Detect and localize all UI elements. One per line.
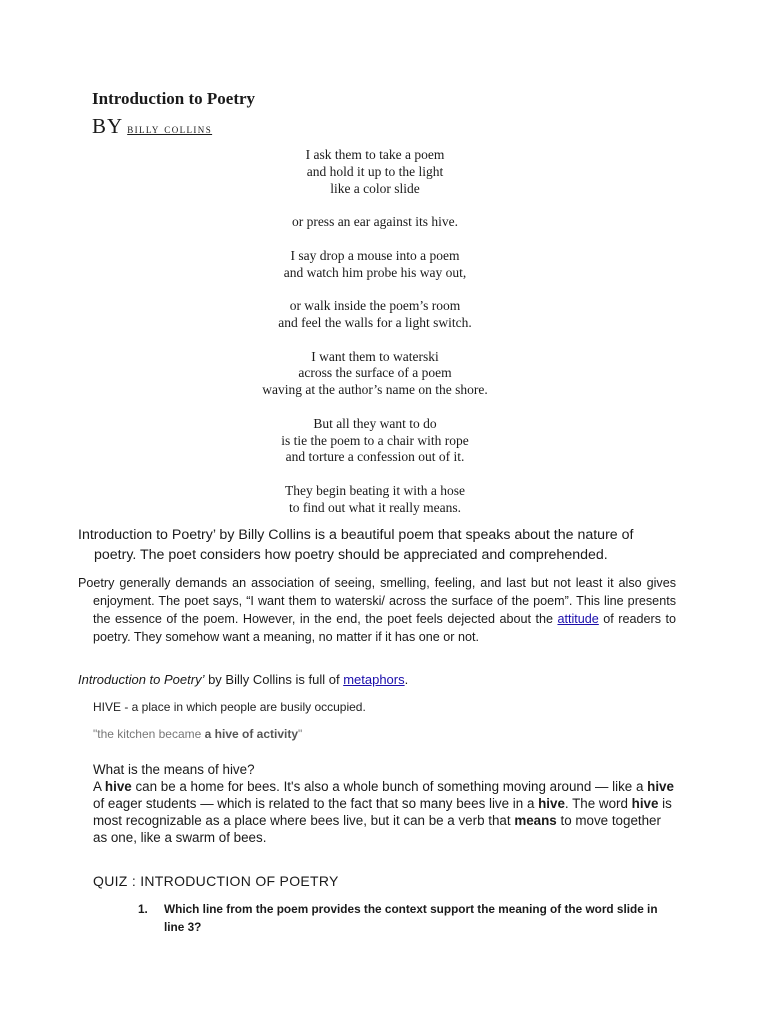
poem-line: and torture a confession out of it.	[285, 449, 465, 465]
poem-stanza	[170, 349, 580, 399]
answer-bold: hive	[631, 796, 659, 811]
attitude-link[interactable]: attitude	[557, 612, 599, 626]
answer-text: . The word	[564, 796, 632, 811]
poem-line: I want them to waterski	[311, 348, 439, 364]
poem-line: They begin beating it with a hose	[285, 482, 465, 498]
answer-bold: hive	[538, 796, 565, 811]
hive-example-bold: a hive of activity	[204, 727, 299, 741]
hive-example-end: "	[298, 727, 303, 741]
quiz-question-text: Which line from the poem provides the context support the meaning of the word slide in line 3?	[164, 902, 658, 934]
answer-text: to move together as one, like a swarm of bees.	[93, 813, 661, 845]
answer-bold: hive	[104, 779, 132, 794]
poem-line: across the surface of a poem	[298, 365, 452, 381]
answer-text: is most recognizable as a place where bees live, but it can be a verb that	[93, 796, 672, 828]
hive-definition: HIVE - a place in which people are busily occupied.	[93, 700, 366, 714]
hive-example	[93, 727, 302, 741]
poem-line: But all they want to do	[313, 415, 437, 431]
quiz-question-number: 1.	[138, 902, 148, 916]
poem-line: or walk inside the poem’s room	[289, 298, 461, 314]
metaphor-paragraph	[78, 671, 676, 689]
author-link[interactable]: billy collins	[127, 122, 213, 136]
byline	[92, 114, 212, 139]
hive-question-answer	[93, 761, 678, 846]
quiz-title: QUIZ : INTRODUCTION OF POETRY	[93, 873, 339, 889]
analysis-text-end: of readers to poetry. They somehow want a meaning, no matter if it has one or not.	[93, 612, 676, 644]
answer-bold: means	[514, 813, 557, 828]
poem-line: and feel the walls for a light switch.	[278, 314, 472, 330]
analysis-paragraph	[78, 574, 676, 646]
hive-question: What is the means of hive?	[93, 762, 255, 777]
answer-text: A	[93, 779, 105, 794]
poem-stanza	[170, 416, 580, 466]
answer-text: of eager students — which is related to the fact that so many bees live in a	[93, 796, 539, 811]
poem-line: and hold it up to the light	[306, 163, 444, 179]
metaphors-link[interactable]: metaphors	[343, 672, 405, 687]
poem-line: waving at the author’s name on the shore.	[262, 382, 488, 398]
quiz-question	[138, 900, 678, 936]
metaphor-period: .	[404, 672, 409, 687]
poem-stanza	[170, 147, 580, 197]
poem-stanza	[170, 214, 580, 231]
poem-line: like a color slide	[330, 180, 420, 196]
poem-stanza	[170, 298, 580, 332]
poem-line: or press an ear against its hive.	[291, 214, 459, 230]
poem-body	[170, 147, 580, 533]
poem-line: I ask them to take a poem	[305, 147, 445, 162]
hive-example-start: "the kitchen became	[93, 727, 205, 741]
analysis-text: Poetry generally demands an association of seeing, smelling, feeling, and last but not least it also gives enjoyment. The poet says, “I want them to waterski/ across the surface of the poem”. This line presents the essence of the poem. However, in the end, the poet feels dejected about the	[78, 576, 676, 626]
poem-line: to find out what it really means.	[288, 499, 462, 515]
hive-answer	[93, 778, 678, 846]
poem-stanza	[170, 248, 580, 282]
byline-by: BY	[92, 114, 124, 138]
poem-stanza	[170, 483, 580, 517]
answer-bold: hive	[647, 779, 674, 794]
answer-text: can be a home for bees. It's also a whole bunch of something moving around — like a	[131, 779, 648, 794]
page-title: Introduction to Poetry	[92, 89, 256, 108]
intro-paragraph: Introduction to Poetry’ by Billy Collins is a beautiful poem that speaks about the nature of poetry. The poet considers how poetry should be appreciated and comprehended.	[78, 527, 634, 563]
poem-line: is tie the poem to a chair with rope	[281, 432, 469, 448]
poem-line: I say drop a mouse into a poem	[290, 247, 460, 263]
metaphor-text: by Billy Collins is full of	[204, 672, 344, 687]
poem-line: and watch him probe his way out,	[283, 264, 467, 280]
poem-title-italic: Introduction to Poetry’	[78, 672, 205, 687]
